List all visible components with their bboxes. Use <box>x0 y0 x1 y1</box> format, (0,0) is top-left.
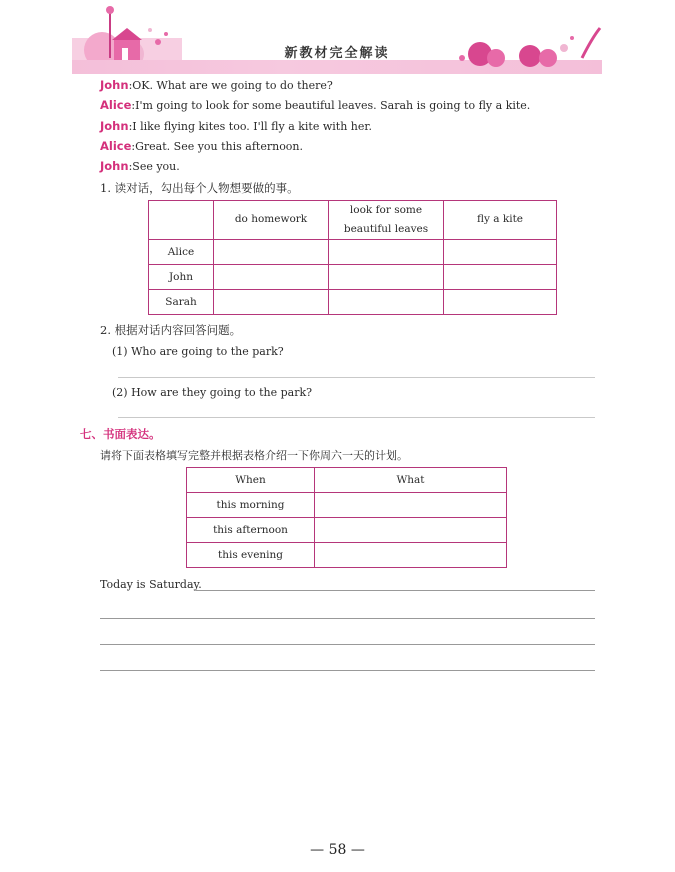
table-row <box>187 518 507 543</box>
dialogue-text: I like flying kites too. I'll fly a kite with her. <box>132 120 372 133</box>
dialogue-text: OK. What are we going to do there? <box>132 79 333 92</box>
dialogue-line: John:I like flying kites too. I'll fly a kite with her. <box>100 119 372 133</box>
table-row <box>149 264 557 289</box>
question-2-item: (2) How are they going to the park? <box>112 386 313 399</box>
dialogue-text: See you. <box>132 160 180 173</box>
dialogue-text: Great. See you this afternoon. <box>135 140 304 153</box>
speaker-name: John <box>100 119 129 133</box>
plan-cell[interactable] <box>315 493 507 518</box>
row-header: John <box>149 264 214 289</box>
column-header: When <box>187 468 315 493</box>
dialogue-line: John:OK. What are we going to do there? <box>100 78 333 92</box>
row-header: this afternoon <box>187 518 315 543</box>
page-number: — 58 — <box>310 842 365 858</box>
writing-line[interactable] <box>100 670 595 671</box>
table-corner-cell <box>149 201 214 240</box>
plan-cell[interactable] <box>315 543 507 568</box>
speaker-name: John <box>100 78 129 92</box>
page-header <box>72 0 602 78</box>
activity-checklist-table <box>148 200 557 315</box>
row-header: Alice <box>149 239 214 264</box>
check-cell[interactable] <box>329 264 444 289</box>
table-row <box>187 543 507 568</box>
check-cell[interactable] <box>214 264 329 289</box>
writing-line[interactable] <box>196 590 595 591</box>
check-cell[interactable] <box>214 289 329 314</box>
dialogue-line: John:See you. <box>100 159 180 173</box>
column-header: What <box>315 468 507 493</box>
plan-cell[interactable] <box>315 518 507 543</box>
check-cell[interactable] <box>329 289 444 314</box>
writing-line[interactable] <box>100 618 595 619</box>
answer-line[interactable] <box>118 377 595 378</box>
answer-line[interactable] <box>118 417 595 418</box>
check-cell[interactable] <box>214 239 329 264</box>
check-cell[interactable] <box>444 289 557 314</box>
saturday-plan-table <box>186 467 507 568</box>
table-row <box>187 493 507 518</box>
speaker-name: Alice <box>100 98 132 112</box>
table-row <box>149 289 557 314</box>
row-header: this evening <box>187 543 315 568</box>
header-title: 新教材完全解读 <box>284 46 390 61</box>
dialogue-text: I'm going to look for some beautiful leaves. Sarah is going to fly a kite. <box>135 99 531 112</box>
writing-starter: Today is Saturday. <box>100 578 202 591</box>
dialogue-line: Alice:Great. See you this afternoon. <box>100 139 304 153</box>
section-7-title: 七、书面表达。 <box>80 427 161 441</box>
dialogue-line: Alice:I'm going to look for some beautiful leaves. Sarah is going to fly a kite. <box>100 98 531 112</box>
check-cell[interactable] <box>444 239 557 264</box>
question-2-item: (1) Who are going to the park? <box>112 345 284 358</box>
table-row <box>149 239 557 264</box>
section-7-instruction: 请将下面表格填写完整并根据表格介绍一下你周六一天的计划。 <box>100 449 408 462</box>
row-header: this morning <box>187 493 315 518</box>
writing-line[interactable] <box>100 644 595 645</box>
question-2-instruction: 2. 根据对话内容回答问题。 <box>100 323 242 337</box>
clouds-decoration <box>452 18 602 74</box>
column-header: do homework <box>214 201 329 240</box>
speaker-name: John <box>100 159 129 173</box>
row-header: Sarah <box>149 289 214 314</box>
column-header: fly a kite <box>444 201 557 240</box>
question-1-instruction: 1. 读对话，勾出每个人物想要做的事。 <box>100 181 299 195</box>
check-cell[interactable] <box>444 264 557 289</box>
check-cell[interactable] <box>329 239 444 264</box>
column-header: look for some beautiful leaves <box>329 201 444 240</box>
speaker-name: Alice <box>100 139 132 153</box>
